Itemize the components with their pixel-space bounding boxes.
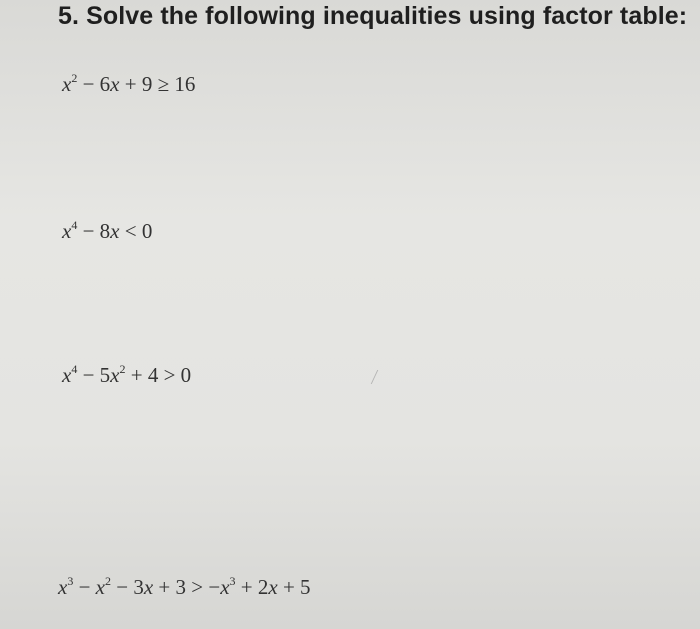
inequality-3: $x^4 - 5x^2 + 4 > 0$: [62, 362, 192, 387]
inequality-2: $x^4 - 8x < 0$: [62, 218, 153, 243]
question-heading: 5. Solve the following inequalities using factor table:: [58, 2, 688, 30]
inequality-1: $x^2 - 6x + 9 \ge 16$: [62, 71, 196, 96]
inequality-4: $x^3 - x^2 - 3x + 3 > -x^3 + 2x + 5$: [58, 574, 311, 599]
pencil-mark: [365, 370, 379, 384]
